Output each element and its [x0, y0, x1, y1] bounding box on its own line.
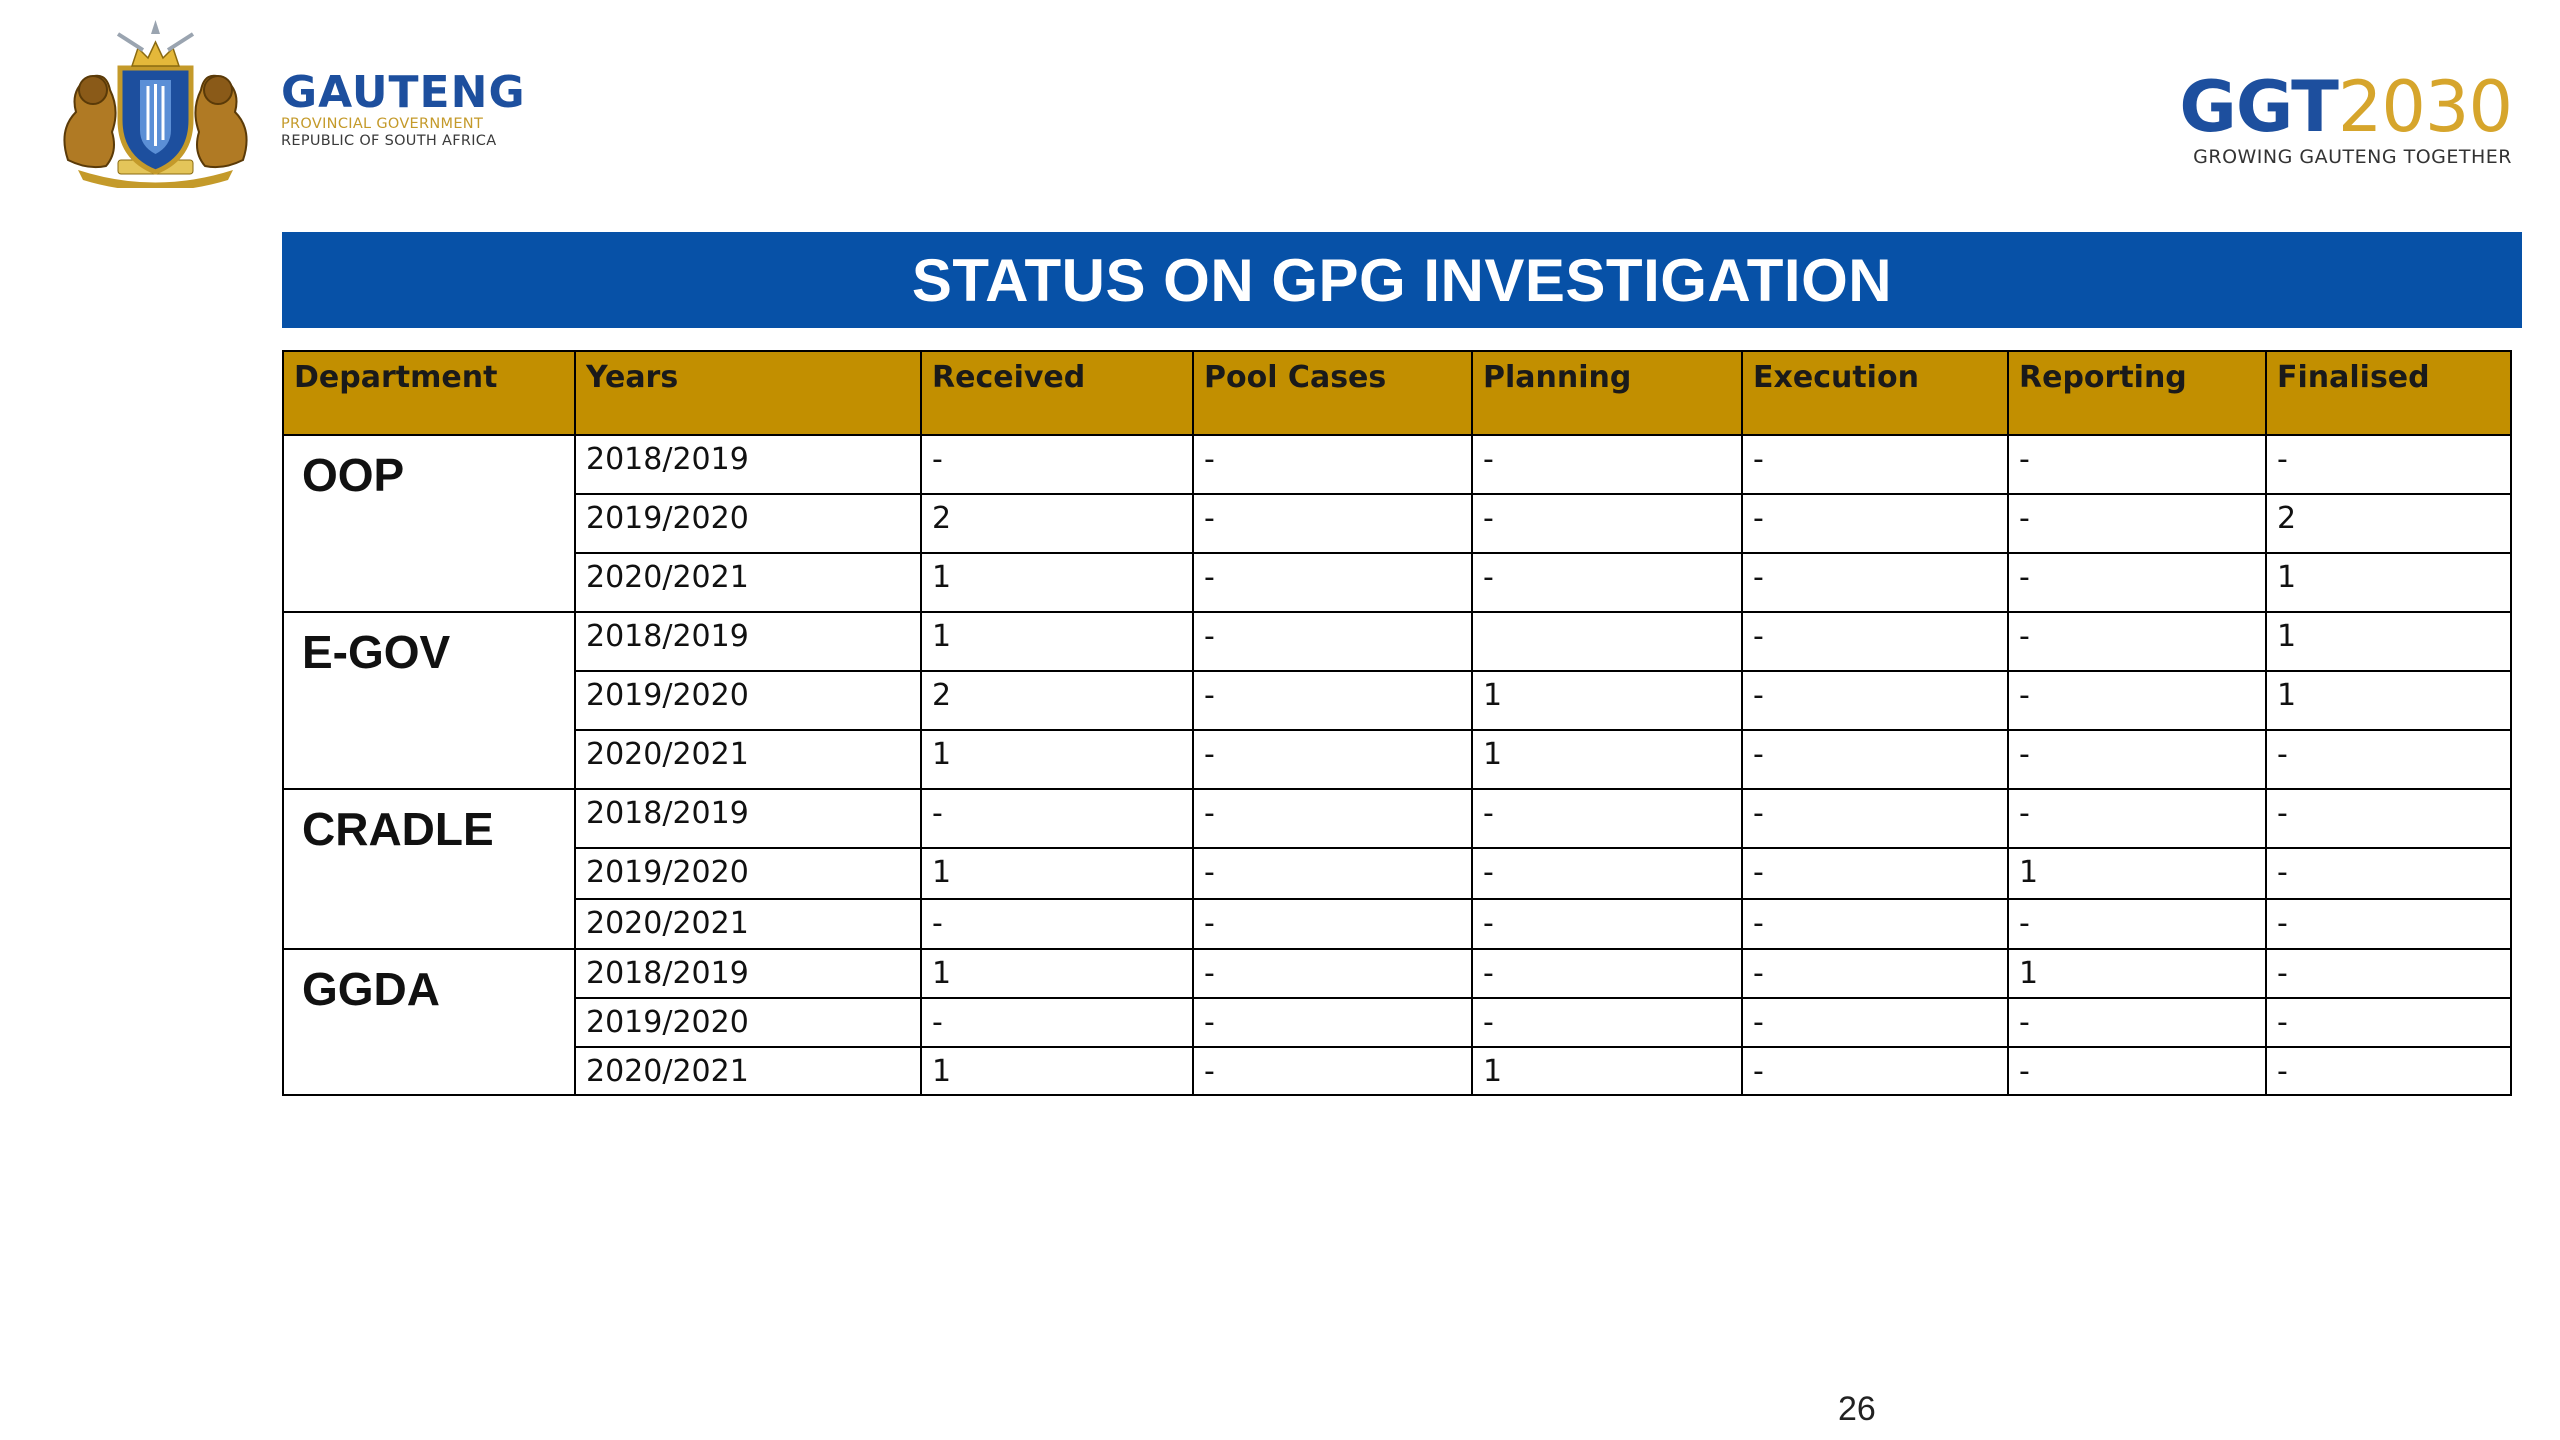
reporting-cell: - — [2008, 553, 2266, 612]
pool-cases-cell: - — [1193, 848, 1472, 899]
table-row — [283, 1047, 2511, 1095]
table-row — [283, 494, 2511, 553]
ggt-year-text: 2030 — [2337, 66, 2512, 148]
gauteng-coat-of-arms-icon — [48, 20, 263, 188]
reporting-cell: - — [2008, 899, 2266, 949]
column-header-execution: Execution — [1742, 351, 2008, 435]
year-cell: 2019/2020 — [575, 494, 921, 553]
execution-cell: - — [1742, 612, 2008, 671]
pool-cases-cell: - — [1193, 494, 1472, 553]
planning-cell — [1472, 612, 1742, 671]
table-row — [283, 899, 2511, 949]
reporting-cell: 1 — [2008, 848, 2266, 899]
finalised-cell: 2 — [2266, 494, 2511, 553]
reporting-cell: 1 — [2008, 949, 2266, 998]
execution-cell: - — [1742, 553, 2008, 612]
investigation-status-table — [282, 350, 2512, 1096]
table-row — [283, 949, 2511, 998]
planning-cell: - — [1472, 998, 1742, 1047]
finalised-cell: 1 — [2266, 553, 2511, 612]
department-cell: OOP — [283, 435, 575, 612]
year-cell: 2018/2019 — [575, 435, 921, 494]
received-cell: 1 — [921, 1047, 1193, 1095]
table-row — [283, 435, 2511, 494]
planning-cell: - — [1472, 553, 1742, 612]
finalised-cell: - — [2266, 899, 2511, 949]
year-cell: 2018/2019 — [575, 612, 921, 671]
year-cell: 2018/2019 — [575, 949, 921, 998]
gauteng-logo — [48, 20, 526, 188]
planning-cell: 1 — [1472, 730, 1742, 789]
reporting-cell: - — [2008, 1047, 2266, 1095]
pool-cases-cell: - — [1193, 789, 1472, 848]
finalised-cell: - — [2266, 1047, 2511, 1095]
finalised-cell: - — [2266, 730, 2511, 789]
table-row — [283, 998, 2511, 1047]
execution-cell: - — [1742, 1047, 2008, 1095]
execution-cell: - — [1742, 789, 2008, 848]
table-row — [283, 612, 2511, 671]
pool-cases-cell: - — [1193, 553, 1472, 612]
column-header-department: Department — [283, 351, 575, 435]
department-cell: CRADLE — [283, 789, 575, 949]
finalised-cell: - — [2266, 998, 2511, 1047]
pool-cases-cell: - — [1193, 949, 1472, 998]
ggt2030-wordmark — [2179, 66, 2512, 148]
year-cell: 2018/2019 — [575, 789, 921, 848]
planning-cell: 1 — [1472, 1047, 1742, 1095]
received-cell: 1 — [921, 612, 1193, 671]
pool-cases-cell: - — [1193, 612, 1472, 671]
gauteng-logo-text — [281, 67, 526, 150]
pool-cases-cell: - — [1193, 1047, 1472, 1095]
column-header-reporting: Reporting — [2008, 351, 2266, 435]
received-cell: 1 — [921, 949, 1193, 998]
year-cell: 2020/2021 — [575, 730, 921, 789]
reporting-cell: - — [2008, 494, 2266, 553]
column-header-finalised: Finalised — [2266, 351, 2511, 435]
table-row — [283, 730, 2511, 789]
finalised-cell: - — [2266, 435, 2511, 494]
received-cell: 2 — [921, 494, 1193, 553]
planning-cell: - — [1472, 494, 1742, 553]
year-cell: 2019/2020 — [575, 998, 921, 1047]
planning-cell: 1 — [1472, 671, 1742, 730]
pool-cases-cell: - — [1193, 730, 1472, 789]
pool-cases-cell: - — [1193, 899, 1472, 949]
column-header-years: Years — [575, 351, 921, 435]
gauteng-subline-2: REPUBLIC OF SOUTH AFRICA — [281, 133, 497, 149]
table-row — [283, 671, 2511, 730]
table-header-row — [283, 351, 2511, 435]
planning-cell: - — [1472, 899, 1742, 949]
reporting-cell: - — [2008, 435, 2266, 494]
received-cell: - — [921, 789, 1193, 848]
execution-cell: - — [1742, 949, 2008, 998]
received-cell: - — [921, 435, 1193, 494]
page-title: STATUS ON GPG INVESTIGATION — [911, 246, 1893, 314]
table-row — [283, 789, 2511, 848]
page-number: 26 — [1838, 1390, 1876, 1428]
execution-cell: - — [1742, 435, 2008, 494]
pool-cases-cell: - — [1193, 998, 1472, 1047]
received-cell: - — [921, 998, 1193, 1047]
pool-cases-cell: - — [1193, 671, 1472, 730]
received-cell: 1 — [921, 730, 1193, 789]
execution-cell: - — [1742, 671, 2008, 730]
reporting-cell: - — [2008, 730, 2266, 789]
execution-cell: - — [1742, 899, 2008, 949]
finalised-cell: 1 — [2266, 612, 2511, 671]
column-header-received: Received — [921, 351, 1193, 435]
finalised-cell: - — [2266, 848, 2511, 899]
column-header-planning: Planning — [1472, 351, 1742, 435]
department-cell: GGDA — [283, 949, 575, 1095]
reporting-cell: - — [2008, 612, 2266, 671]
received-cell: 1 — [921, 553, 1193, 612]
reporting-cell: - — [2008, 671, 2266, 730]
ggt-text: GGT — [2179, 66, 2338, 148]
planning-cell: - — [1472, 949, 1742, 998]
received-cell: 1 — [921, 848, 1193, 899]
finalised-cell: - — [2266, 789, 2511, 848]
execution-cell: - — [1742, 998, 2008, 1047]
planning-cell: - — [1472, 848, 1742, 899]
year-cell: 2020/2021 — [575, 899, 921, 949]
planning-cell: - — [1472, 789, 1742, 848]
reporting-cell: - — [2008, 998, 2266, 1047]
year-cell: 2019/2020 — [575, 848, 921, 899]
table-row — [283, 848, 2511, 899]
column-header-pool-cases: Pool Cases — [1193, 351, 1472, 435]
execution-cell: - — [1742, 730, 2008, 789]
year-cell: 2020/2021 — [575, 553, 921, 612]
received-cell: 2 — [921, 671, 1193, 730]
received-cell: - — [921, 899, 1193, 949]
execution-cell: - — [1742, 494, 2008, 553]
gauteng-subline-1: PROVINCIAL GOVERNMENT — [281, 116, 484, 132]
execution-cell: - — [1742, 848, 2008, 899]
ggt2030-tagline: GROWING GAUTENG TOGETHER — [2193, 146, 2512, 168]
finalised-cell: 1 — [2266, 671, 2511, 730]
planning-cell: - — [1472, 435, 1742, 494]
ggt2030-logo — [2179, 66, 2512, 168]
year-cell: 2019/2020 — [575, 671, 921, 730]
gauteng-name: GAUTENG — [281, 67, 526, 118]
finalised-cell: - — [2266, 949, 2511, 998]
title-banner — [282, 232, 2522, 328]
year-cell: 2020/2021 — [575, 1047, 921, 1095]
department-cell: E-GOV — [283, 612, 575, 789]
pool-cases-cell: - — [1193, 435, 1472, 494]
reporting-cell: - — [2008, 789, 2266, 848]
table-row — [283, 553, 2511, 612]
